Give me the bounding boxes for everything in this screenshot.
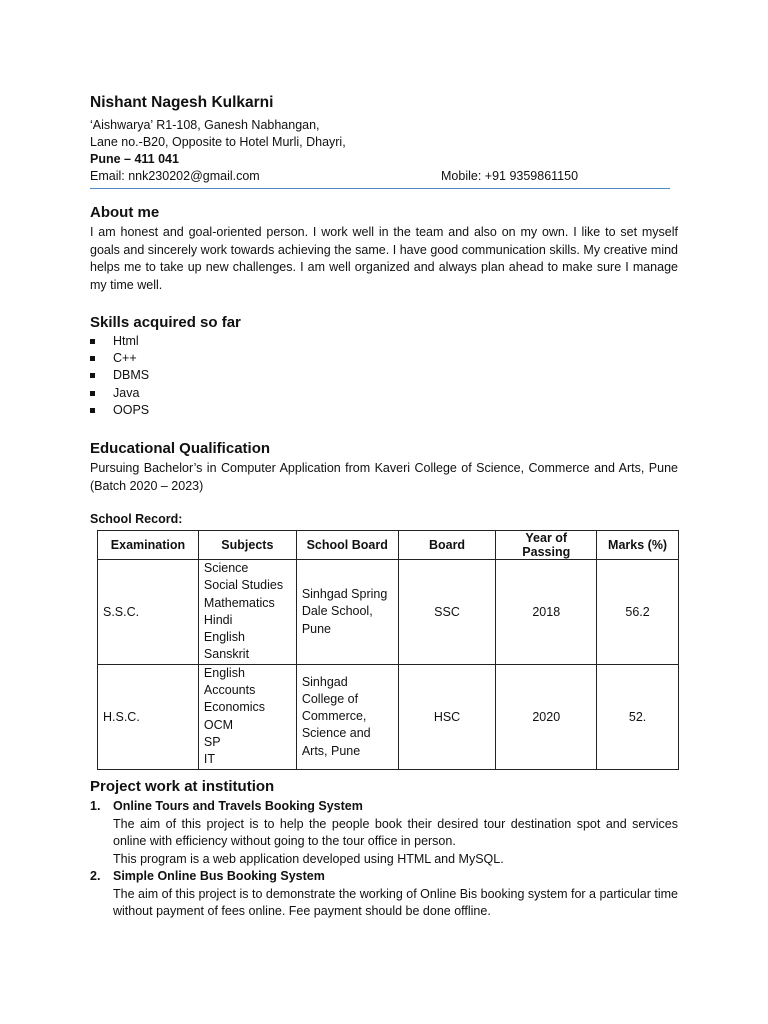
column-header: Year of Passing	[496, 531, 597, 560]
mobile-text: Mobile: +91 9359861150	[441, 169, 579, 183]
subject-item: English	[203, 630, 245, 645]
project-item	[90, 868, 678, 921]
table-row	[98, 664, 679, 769]
board-cell: HSC	[398, 664, 496, 769]
project-item	[90, 798, 678, 868]
examination-cell: H.S.C.	[98, 664, 199, 769]
subject-item: Science	[203, 561, 249, 575]
column-header: Board	[398, 531, 496, 560]
education-text: Pursuing Bachelor’s in Computer Application from Kaveri College of Science, Commerce and Arts, Pune (Batch 2020 – 2023)	[90, 461, 678, 493]
column-header: Marks (%)	[597, 531, 679, 560]
skills-list	[90, 333, 149, 419]
address-line-1: ‘Aishwarya’ R1-108, Ganesh Nabhangan,	[90, 118, 320, 132]
address-line-2: Lane no.-B20, Opposite to Hotel Murli, Dhayri,	[90, 135, 346, 149]
subject-item: IT	[203, 752, 216, 767]
contact-header	[90, 94, 670, 189]
project-title-text: Online Tours and Travels Booking System	[113, 799, 363, 813]
project-description: The aim of this project is to demonstrate the working of Online Bis booking system for a particular time without payment of fees online. Fee payment should be done offline.	[113, 886, 678, 918]
subject-item: Economics	[203, 700, 266, 715]
skill-item: DBMS	[90, 367, 149, 384]
subject-item: Mathematics	[203, 595, 275, 610]
education-heading: Educational Qualification	[90, 440, 271, 457]
project-description: The aim of this project is to help the people book their desired tour destination spot and services online with efficiency without going to the tour office in person.	[113, 816, 678, 848]
about-heading: About me	[90, 204, 160, 221]
school-record-label: School Record:	[90, 512, 183, 526]
subject-item: Sanskrit	[203, 647, 250, 662]
board-cell: SSC	[398, 560, 496, 665]
column-header: School Board	[296, 531, 398, 560]
subject-item: Accounts	[203, 683, 256, 698]
marks-cell: 52.	[597, 664, 679, 769]
column-header: Subjects	[198, 531, 296, 560]
subject-item: SP	[203, 735, 221, 750]
year-cell: 2020	[496, 664, 597, 769]
subjects-cell	[198, 664, 296, 769]
table-row	[98, 560, 679, 665]
subject-item: English	[203, 665, 245, 680]
project-number: 2.	[90, 869, 101, 883]
examination-cell: S.S.C.	[98, 560, 199, 665]
subjects-cell	[198, 560, 296, 665]
school-board-cell: Sinhgad College of Commerce, Science and Arts, Pune	[296, 664, 398, 769]
address-city: Pune – 411 041	[90, 152, 179, 166]
subject-item: Social Studies	[203, 578, 284, 593]
skill-item: C++	[90, 350, 149, 367]
skill-item: Html	[90, 333, 149, 350]
skill-item: Java	[90, 385, 149, 402]
contact-row	[90, 168, 670, 185]
year-cell: 2018	[496, 560, 597, 665]
project-title	[90, 798, 678, 816]
header-divider	[90, 188, 670, 189]
skill-item: OOPS	[90, 402, 149, 419]
candidate-name: Nishant Nagesh Kulkarni	[90, 94, 274, 111]
skills-heading: Skills acquired so far	[90, 314, 241, 331]
project-number: 1.	[90, 799, 101, 813]
about-text: I am honest and goal-oriented person. I work well in the team and also on my own. I like to set myself goals and sincerely work towards achieving the same. I have good communication skills. My creative mind helps me to take up new challenges. I am well organized and always plan ahead to make sure I manage my time well.	[90, 225, 678, 292]
email-text: Email: nnk230202@gmail.com	[90, 169, 260, 183]
projects-list	[90, 798, 678, 921]
school-record-table	[97, 530, 679, 770]
subject-item: OCM	[203, 717, 234, 732]
column-header: Examination	[98, 531, 199, 560]
table-header-row	[98, 531, 679, 560]
project-title-text: Simple Online Bus Booking System	[113, 869, 325, 883]
school-board-cell: Sinhgad Spring Dale School, Pune	[296, 560, 398, 665]
subject-item: Hindi	[203, 612, 233, 627]
project-title	[90, 868, 678, 886]
projects-heading: Project work at institution	[90, 778, 275, 795]
project-description: This program is a web application developed using HTML and MySQL.	[113, 851, 504, 866]
marks-cell: 56.2	[597, 560, 679, 665]
